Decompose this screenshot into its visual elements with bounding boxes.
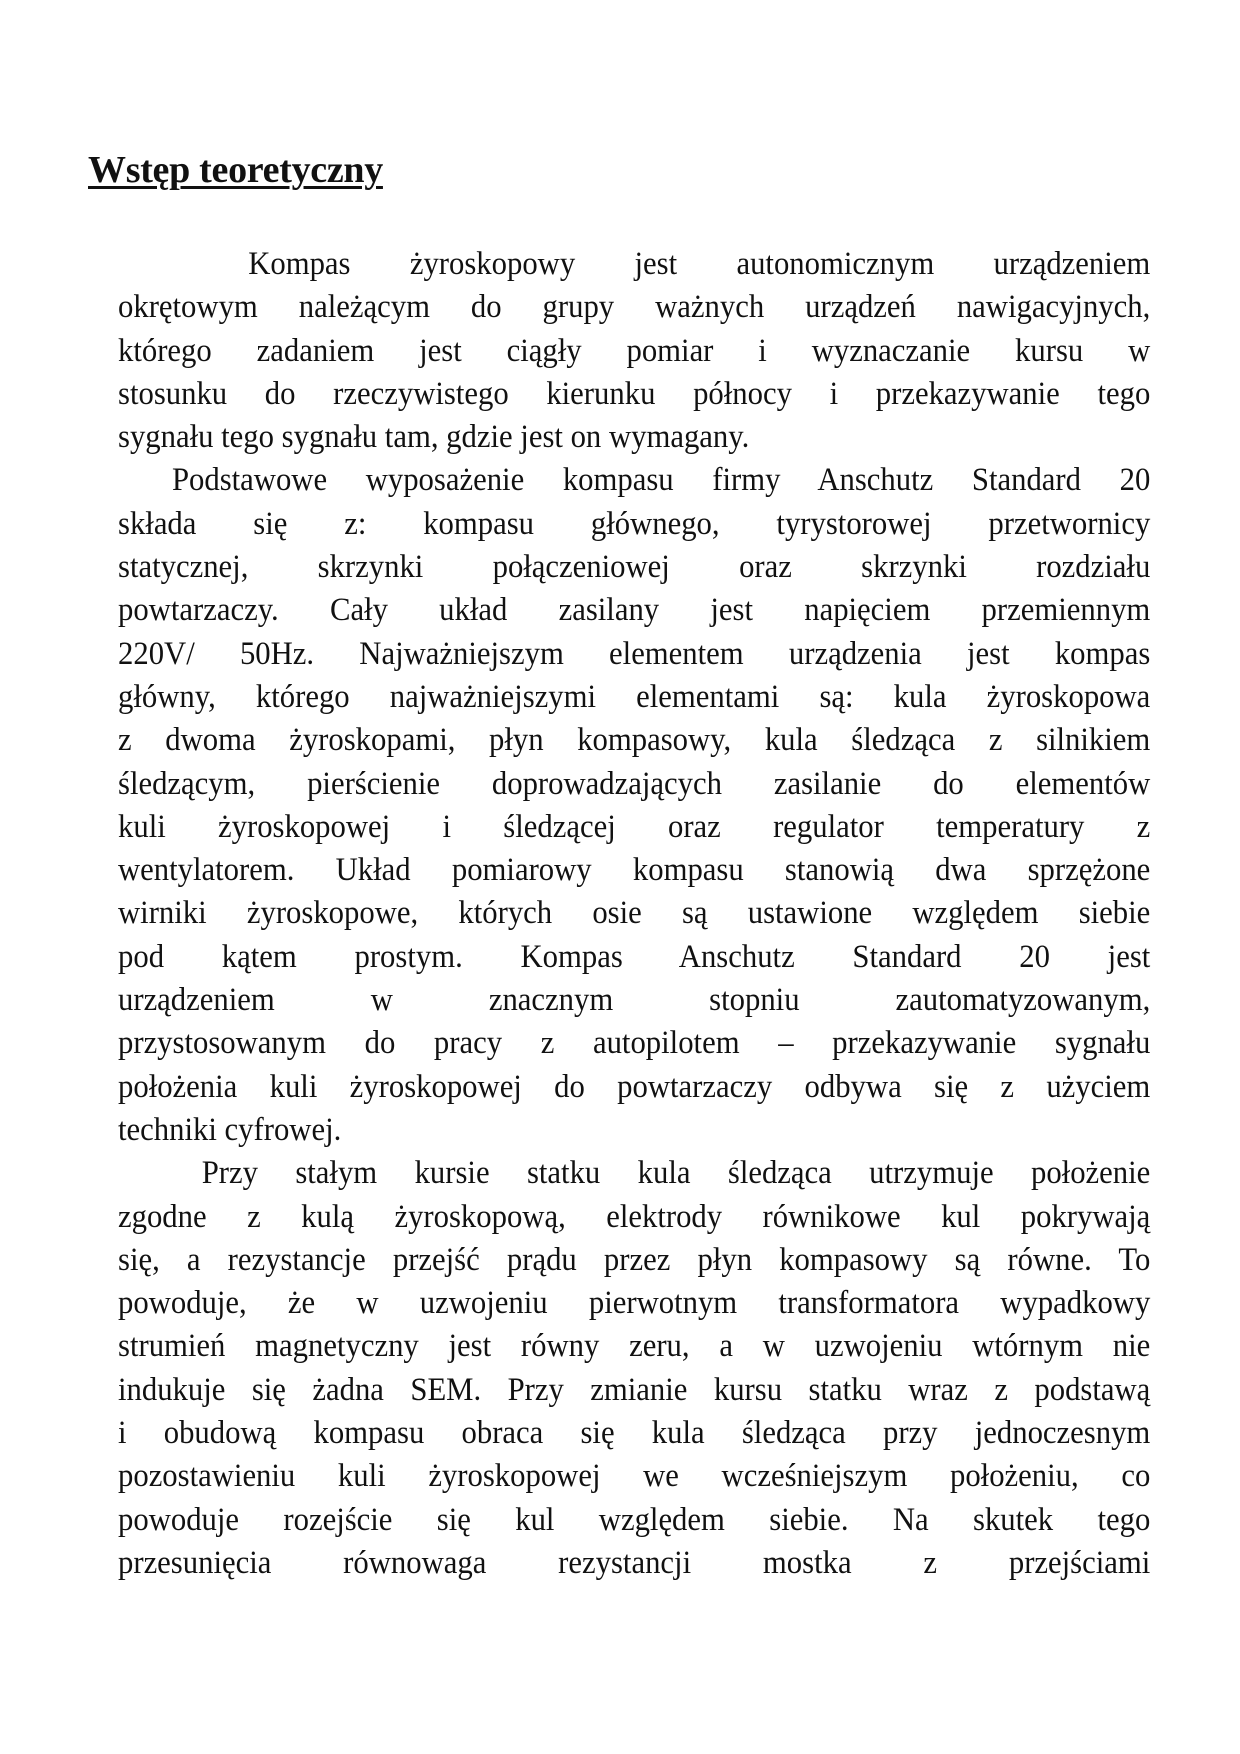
text-line: i obudową kompasu obraca się kula śledząca przy jednoczesnym [118, 1415, 1151, 1452]
text-line: 220V/ 50Hz. Najważniejszym elementem urządzenia jest kompas [118, 635, 1151, 672]
paragraph-2 [118, 459, 1151, 1152]
text-line: się, a rezystancje przejść prądu przez płyn kompasowy są równe. To [118, 1241, 1151, 1278]
text-line: śledzącym, pierścienie doprowadzających zasilanie do elementów [118, 765, 1151, 802]
paragraph-1 [118, 243, 1151, 459]
text-line: okrętowym należącym do grupy ważnych urządzeń nawigacyjnych, [118, 289, 1151, 326]
text-line: wirniki żyroskopowe, których osie są ustawione względem siebie [118, 895, 1151, 932]
text-line: którego zadaniem jest ciągły pomiar i wyznaczanie kursu w [118, 332, 1151, 369]
text-line: indukuje się żadna SEM. Przy zmianie kursu statku wraz z podstawą [118, 1371, 1151, 1408]
text-line: przesunięcia równowaga rezystancji mostka z przejściami [118, 1544, 1151, 1581]
text-line: główny, którego najważniejszymi elementami są: kula żyroskopowa [118, 678, 1151, 715]
paragraph-3 [118, 1152, 1151, 1585]
text-line: urządzeniem w znacznym stopniu zautomatyzowanym, [118, 982, 1151, 1019]
text-line: wentylatorem. Układ pomiarowy kompasu stanowią dwa sprzężone [118, 852, 1151, 889]
text-line: Przy stałym kursie statku kula śledząca utrzymuje położenie [201, 1155, 1151, 1192]
text-line: składa się z: kompasu głównego, tyrystorowej przetwornicy [118, 505, 1151, 542]
text-line: kuli żyroskopowej i śledzącej oraz regulator temperatury z [118, 808, 1151, 845]
text-line: pozostawieniu kuli żyroskopowej we wcześniejszym położeniu, co [118, 1458, 1151, 1495]
text-line: zgodne z kulą żyroskopową, elektrody równikowe kul pokrywają [118, 1198, 1151, 1235]
text-line: powtarzaczy. Cały układ zasilany jest napięciem przemiennym [118, 592, 1151, 629]
text-line: Podstawowe wyposażenie kompasu firmy Anschutz Standard 20 [171, 462, 1151, 499]
text-line: położenia kuli żyroskopowej do powtarzaczy odbywa się z użyciem [118, 1068, 1151, 1105]
text-line: powoduje rozejście się kul względem siebie. Na skutek tego [118, 1501, 1151, 1538]
text-line: techniki cyfrowej. [118, 1111, 342, 1148]
text-line: stosunku do rzeczywistego kierunku północy i przekazywanie tego [118, 375, 1151, 412]
text-line: powoduje, że w uzwojeniu pierwotnym transformatora wypadkowy [118, 1285, 1151, 1322]
text-line: strumień magnetyczny jest równy zeru, a w uzwojeniu wtórnym nie [118, 1328, 1151, 1365]
body-text [118, 243, 1151, 1585]
text-line: pod kątem prostym. Kompas Anschutz Standard 20 jest [118, 938, 1151, 975]
section-heading: Wstęp teoretyczny [88, 149, 383, 191]
text-line: sygnału tego sygnału tam, gdzie jest on wymagany. [118, 419, 750, 456]
text-line: statycznej, skrzynki połączeniowej oraz skrzynki rozdziału [118, 549, 1151, 586]
text-line: z dwoma żyroskopami, płyn kompasowy, kula śledząca z silnikiem [118, 722, 1151, 759]
text-line: Kompas żyroskopowy jest autonomicznym urządzeniem [248, 246, 1151, 282]
text-line: przystosowanym do pracy z autopilotem – przekazywanie sygnału [118, 1025, 1151, 1062]
